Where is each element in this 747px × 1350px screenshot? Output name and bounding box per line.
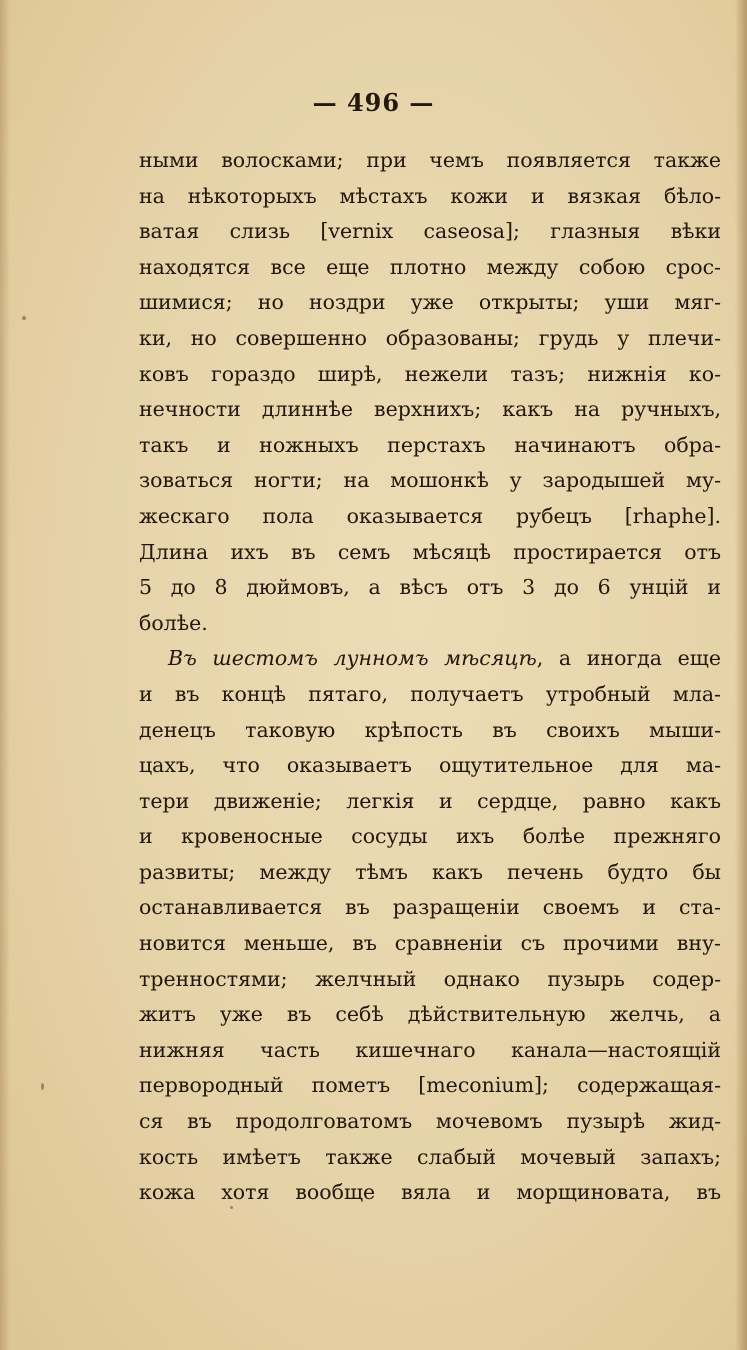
text-line: и кровеносные сосуды ихъ болѣе прежняго — [139, 824, 721, 849]
text-line: житъ уже въ себѣ дѣйствительную желчь, а — [139, 1002, 721, 1027]
text-line: Длина ихъ въ семъ мѣсяцѣ простирается отъ — [139, 539, 721, 564]
page-number-header: — 496 — — [312, 88, 435, 117]
text-line: ки, но совершенно образованы; грудь у плечи- — [139, 325, 721, 350]
text-line: жескаго пола оказывается рубецъ [rhaphe]. — [139, 503, 721, 528]
paper-speck — [41, 1083, 44, 1090]
italic-lead-phrase: Въ шестомъ лунномъ мѣсяцѣ — [168, 646, 537, 671]
text-line: цахъ, что оказываетъ ощутительное для ма- — [139, 753, 721, 778]
text-line: кость имѣетъ также слабый мочевый запахъ; — [139, 1144, 721, 1169]
page-right-shadow — [735, 0, 747, 1350]
text-line: нечности длиннѣе верхнихъ; какъ на ручныхъ, — [139, 397, 721, 422]
text-line: ся въ продолговатомъ мочевомъ пузырѣ жид- — [139, 1109, 721, 1134]
paragraph-first-line-rest: , а иногда еще — [536, 646, 721, 671]
text-line: кожа хотя вообще вяла и морщиновата, въ — [139, 1180, 721, 1205]
paragraph-first-line — [139, 641, 721, 677]
text-line: зоваться ногти; на мошонкѣ у зародышей му- — [139, 468, 721, 493]
text-line: находятся все еще плотно между собою срос- — [139, 254, 721, 279]
text-line: тери движеніе; легкія и сердце, равно какъ — [139, 788, 721, 813]
text-line: на нѣкоторыхъ мѣстахъ кожи и вязкая бѣло- — [139, 183, 721, 208]
text-line: болѣе. — [139, 610, 208, 635]
text-line: развиты; между тѣмъ какъ печень будто бы — [139, 859, 721, 884]
text-line: первородный пометъ [meconium]; содержащая- — [139, 1073, 721, 1098]
paper-speck — [230, 1206, 233, 1209]
text-line: такъ и ножныхъ перстахъ начинаютъ обра- — [139, 432, 721, 457]
text-line: и въ концѣ пятаго, получаетъ утробный мла- — [139, 681, 721, 706]
text-line: шимися; но ноздри уже открыты; уши мяг- — [139, 290, 721, 315]
text-line: нижняя часть кишечнаго канала—настоящій — [139, 1037, 721, 1062]
text-line: ными волосками; при чемъ появляется также — [139, 148, 721, 172]
page-left-shadow — [0, 0, 10, 1350]
paper-speck — [22, 316, 26, 320]
text-line: новится меньше, въ сравненіи съ прочими вну- — [139, 931, 721, 956]
page-body-text — [139, 143, 721, 1211]
text-line: денецъ таковую крѣпость въ своихъ мыши- — [139, 717, 721, 742]
text-line: ковъ гораздо ширѣ, нежели тазъ; нижнія ко- — [139, 361, 721, 386]
text-line: останавливается въ разращеніи своемъ и ста- — [139, 895, 721, 920]
text-line: 5 до 8 дюймовъ, а вѣсъ отъ 3 до 6 унцій и — [139, 575, 721, 600]
text-line: тренностями; желчный однако пузырь содер- — [139, 966, 721, 991]
text-line: ватая слизь [vernix caseosa]; глазныя вѣки — [139, 219, 721, 244]
